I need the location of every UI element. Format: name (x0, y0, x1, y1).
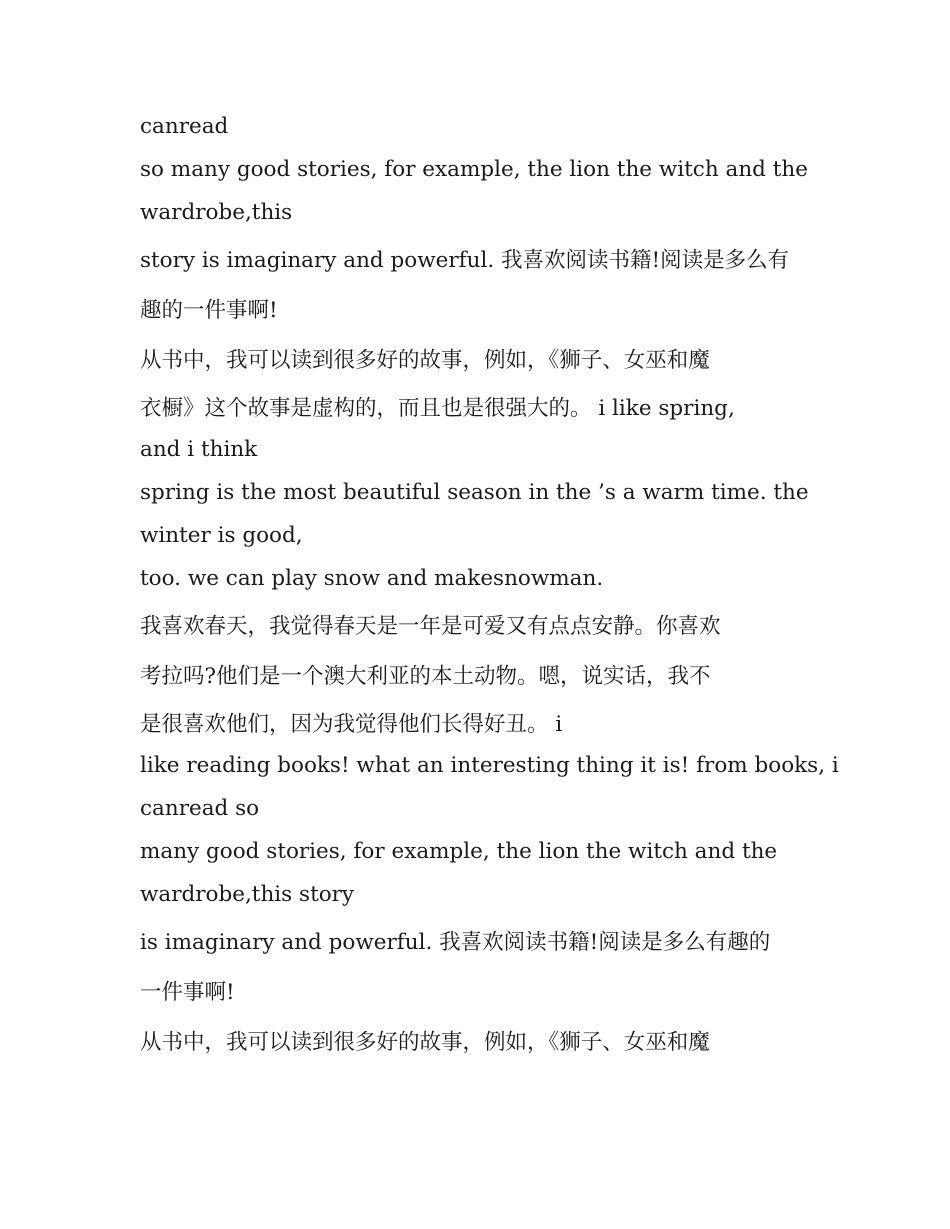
text-line: story is imaginary and powerful. 我喜欢阅读书籍!阅读是多么有 (140, 248, 790, 273)
text-line: canread (140, 114, 229, 139)
text-line: canread so (140, 796, 260, 821)
text-line: like reading books! what an interesting thing it is! from books, i (140, 753, 839, 778)
text-line: and i think (140, 437, 258, 462)
text-line: 趣的一件事啊! (140, 298, 278, 323)
text-line: wardrobe,this story (140, 882, 355, 907)
text-line: winter is good, (140, 523, 303, 548)
text-line: so many good stories, for example, the lion the witch and the (140, 157, 808, 182)
document-body (140, 108, 839, 1069)
text-line: 一件事啊! (140, 980, 235, 1005)
text-line: 考拉吗?他们是一个澳大利亚的本土动物。嗯，说实话，我不 (140, 664, 711, 689)
text-line: is imaginary and powerful. 我喜欢阅读书籍!阅读是多么有趣的 (140, 930, 771, 955)
text-line: 我喜欢春天，我觉得春天是一年是可爱又有点点安静。你喜欢 (140, 614, 721, 639)
text-line: many good stories, for example, the lion the witch and the (140, 839, 778, 864)
text-line: 从书中，我可以读到很多好的故事，例如，《狮子、女巫和魔 (140, 1030, 710, 1055)
text-line: 是很喜欢他们，因为我觉得他们长得好丑。 i (140, 712, 563, 737)
text-line: 衣橱》这个故事是虚构的，而且也是很强大的。 i like spring, (140, 396, 735, 421)
text-line: too. we can play snow and makesnowman. (140, 566, 604, 591)
text-line: spring is the most beautiful season in the ’s a warm time. the (140, 480, 809, 505)
text-line: 从书中，我可以读到很多好的故事，例如，《狮子、女巫和魔 (140, 348, 710, 373)
text-line: wardrobe,this (140, 200, 293, 225)
